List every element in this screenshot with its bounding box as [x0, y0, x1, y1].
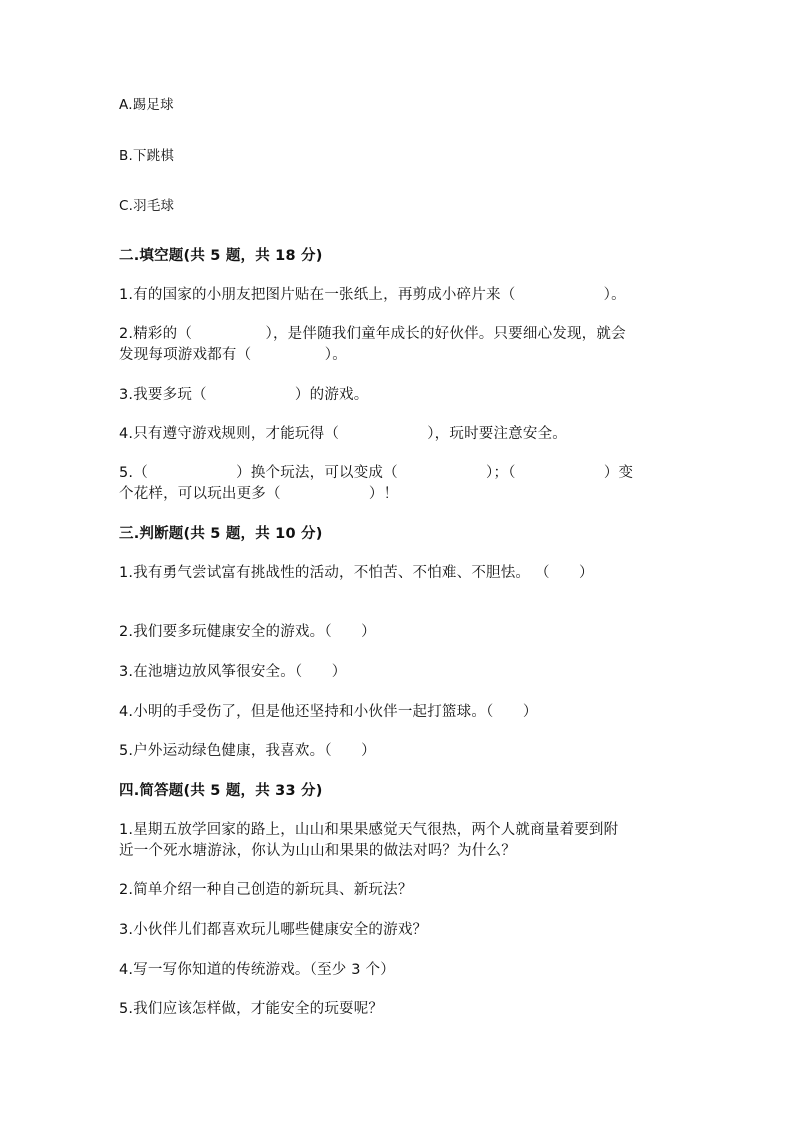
section3-question-2: 2.我们要多玩健康安全的游戏。（ ）	[119, 624, 376, 640]
section3-question-3: 3.在池塘边放风筝很安全。（ ）	[119, 664, 347, 680]
section4-question-3: 3.小伙伴儿们都喜欢玩儿哪些健康安全的游戏？	[119, 922, 428, 938]
section2-heading: 二.填空题(共 5 题，共 18 分)	[119, 248, 323, 264]
section4-question-5: 5.我们应该怎样做，才能安全的玩耍呢？	[119, 1001, 384, 1017]
section3-question-1: 1.我有勇气尝试富有挑战性的活动，不怕苦、不怕难、不胆怯。 （ ）	[119, 565, 594, 581]
option-a: A.踢足球	[119, 97, 174, 113]
section2-question-4: 4.只有遵守游戏规则，才能玩得（ ），玩时要注意安全。	[119, 426, 567, 442]
section2-question-1: 1.有的国家的小朋友把图片贴在一张纸上，再剪成小碎片来（ ）。	[119, 287, 626, 303]
section4-question-2: 2.简单介绍一种自己创造的新玩具、新玩法？	[119, 882, 413, 898]
section4-heading: 四.简答题(共 5 题，共 33 分)	[119, 783, 323, 799]
section2-question-5-line2: 个花样，可以玩出更多（ ）！	[119, 486, 399, 502]
option-c: C.羽毛球	[119, 198, 175, 214]
section3-question-4: 4.小明的手受伤了，但是他还坚持和小伙伴一起打篮球。（ ）	[119, 704, 538, 720]
section4-question-4: 4.写一写你知道的传统游戏。（至少 3 个）	[119, 962, 395, 978]
section3-question-5: 5.户外运动绿色健康，我喜欢。（ ）	[119, 743, 376, 759]
section2-question-3: 3.我要多玩（ ）的游戏。	[119, 387, 369, 403]
section3-heading: 三.判断题(共 5 题，共 10 分)	[119, 526, 323, 542]
section2-question-2-line2: 发现每项游戏都有（ ）。	[119, 347, 347, 363]
section2-question-5-line1: 5.（ ）换个玩法，可以变成（ ）；（ ）变	[119, 465, 634, 481]
section4-question-1-line1: 1.星期五放学回家的路上，山山和果果感觉天气很热，两个人就商量着要到附	[119, 822, 619, 838]
option-b: B.下跳棋	[119, 148, 175, 164]
section4-question-1-line2: 近一个死水塘游泳，你认为山山和果果的做法对吗？为什么？	[119, 843, 516, 859]
section2-question-2-line1: 2.精彩的（ ），是伴随我们童年成长的好伙伴。只要细心发现，就会	[119, 326, 626, 342]
